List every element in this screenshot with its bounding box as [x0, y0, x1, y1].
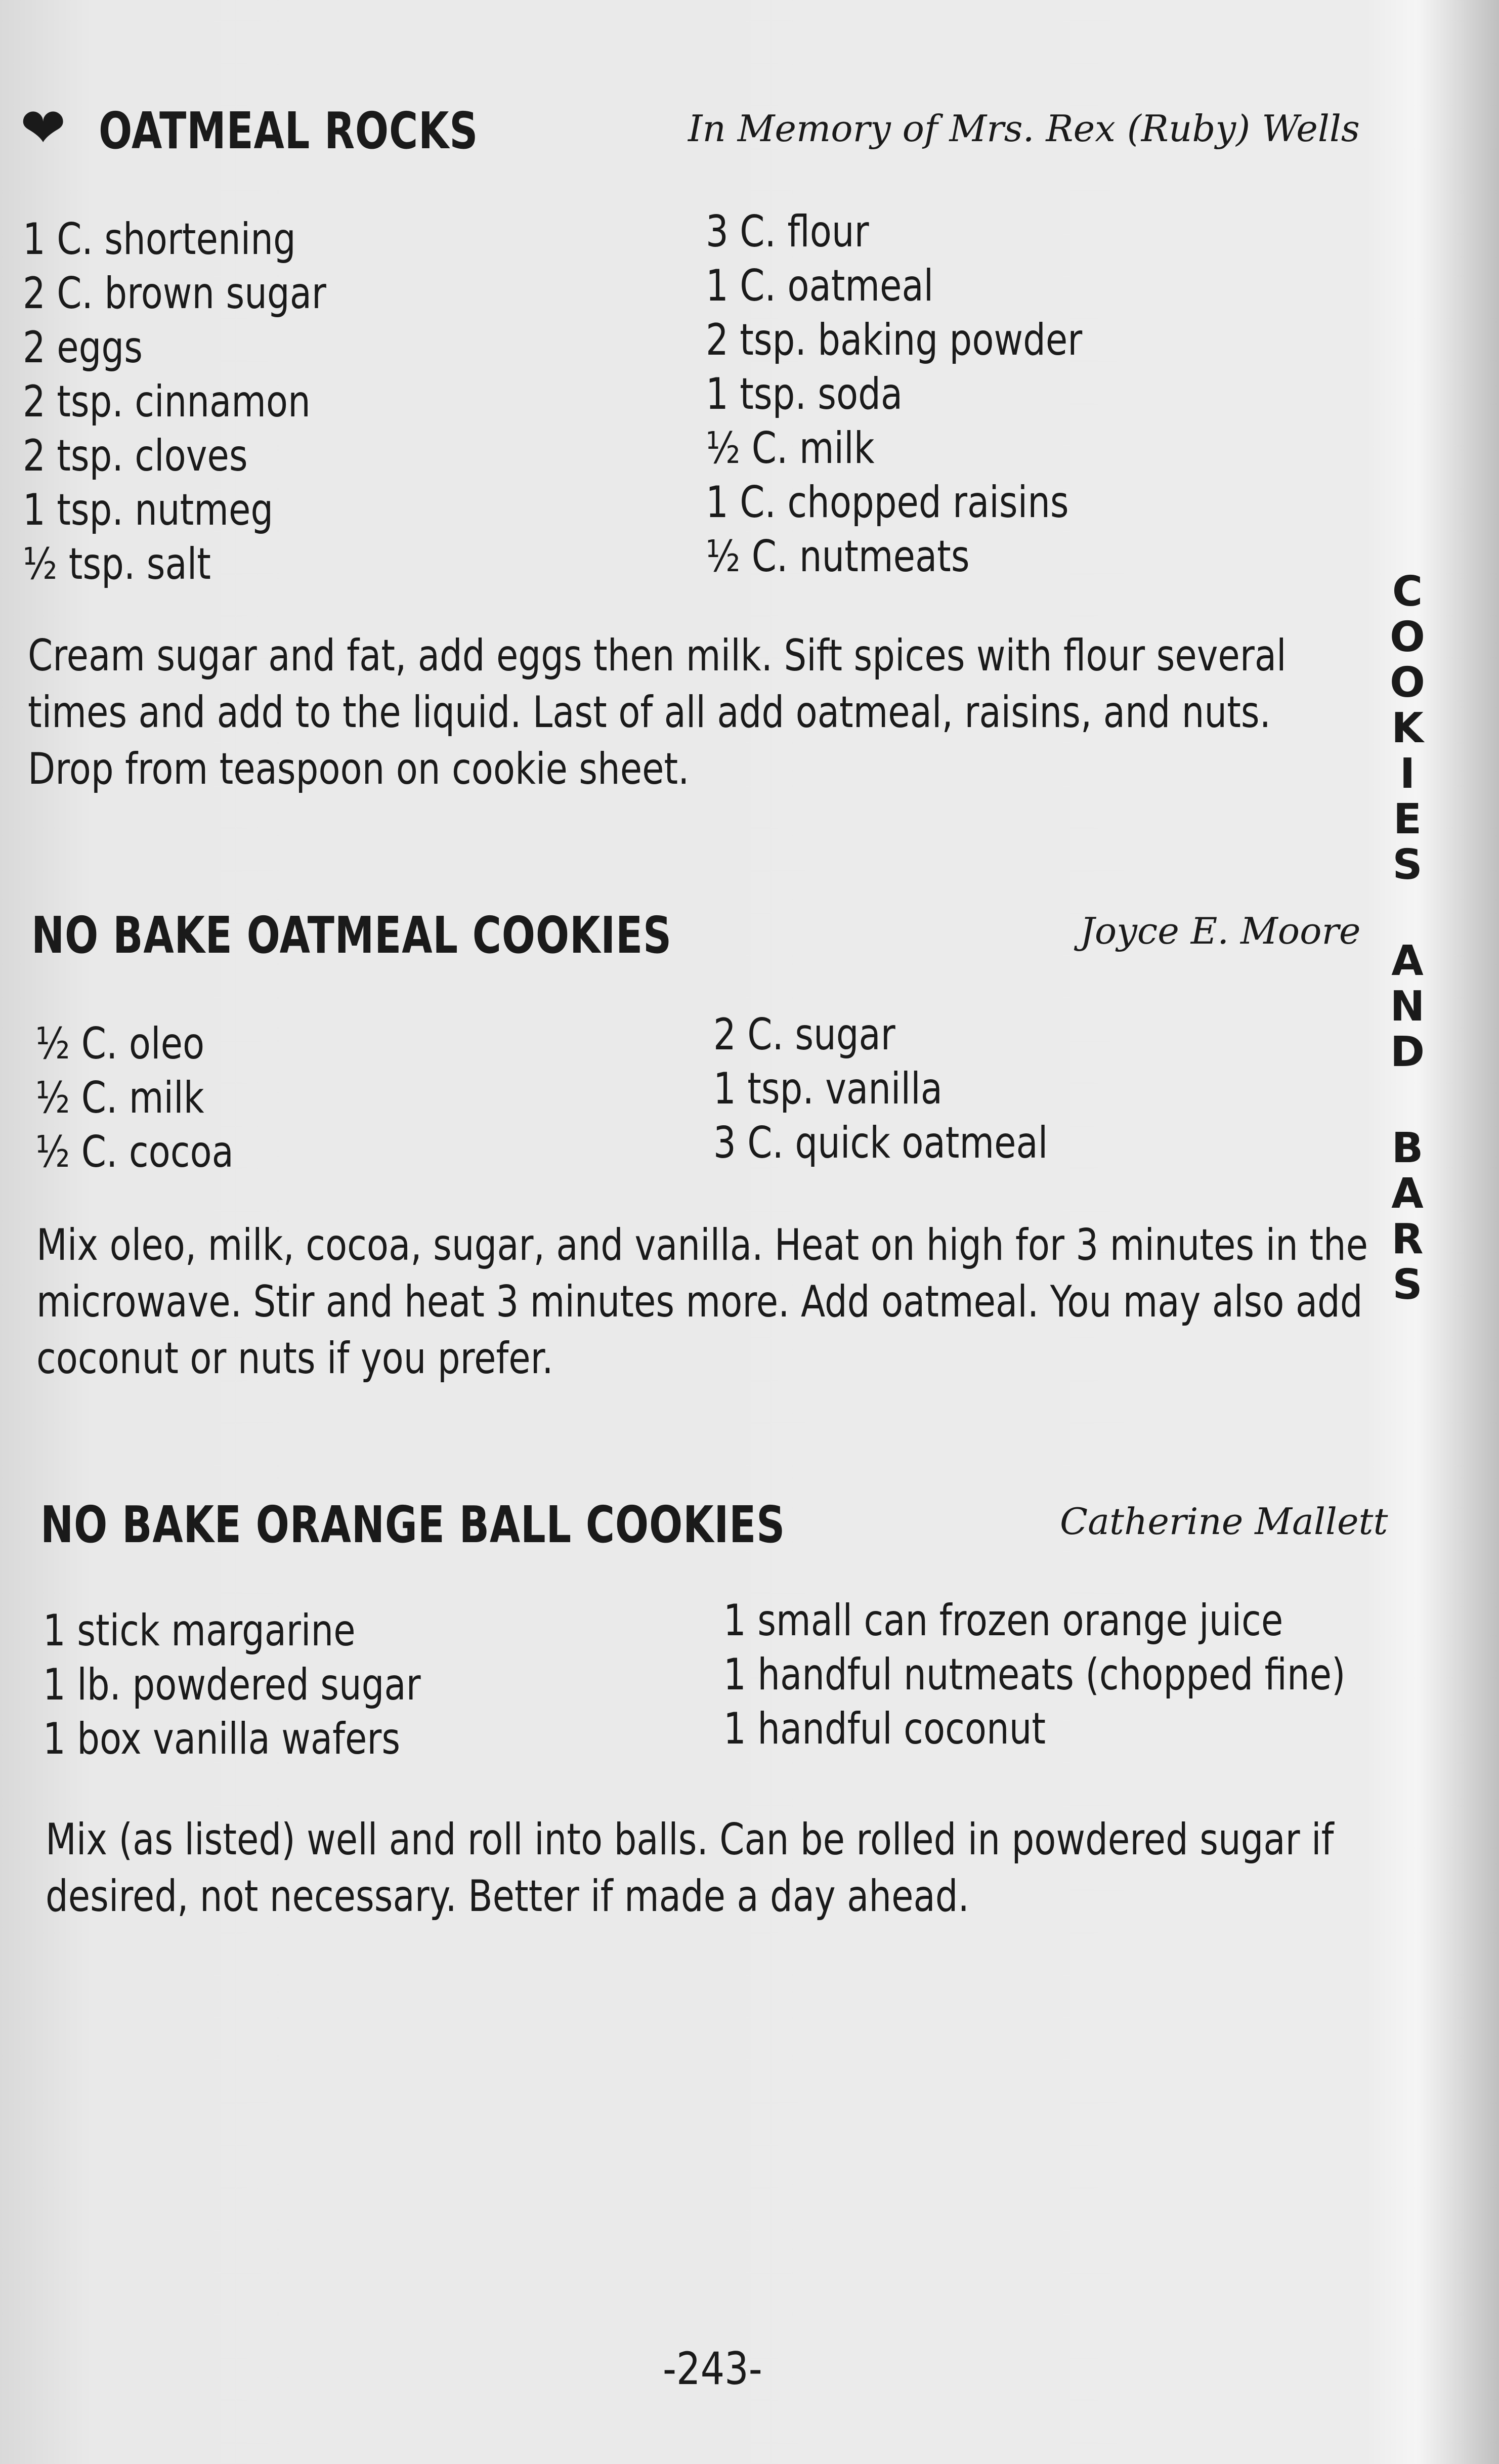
tab-letter: N	[1390, 983, 1425, 1031]
ingredients-left	[35, 1017, 277, 1179]
tab-letter: I	[1399, 750, 1416, 798]
ingredient: 1 lb. powdered sugar	[43, 1660, 421, 1710]
recipe-instructions: Cream sugar and fat, add eggs then milk. Sift spices with flour several times and add to the liquid. Last of all add oatmeal, raisins, and nuts. Drop from teaspoon on cookie sheet.	[28, 630, 1287, 794]
ingredient: 1 C. chopped raisins	[706, 477, 1069, 528]
ingredient: 1 stick margarine	[43, 1605, 356, 1656]
recipe-credit: Joyce E. Moore	[1080, 910, 1361, 952]
ingredient: ½ C. milk	[706, 423, 875, 474]
tab-letter: S	[1392, 841, 1423, 889]
tab-letter: R	[1391, 1215, 1424, 1263]
ingredient: 1 small can frozen orange juice	[723, 1595, 1283, 1646]
ingredient: ½ C. nutmeats	[706, 531, 970, 582]
ingredients-right	[706, 205, 1165, 584]
ingredient: 2 tsp. cloves	[23, 431, 248, 481]
section-tab-cookies-and-bars	[1387, 569, 1428, 1308]
ingredient: 3 C. quick oatmeal	[713, 1118, 1048, 1168]
tab-letter: O	[1390, 613, 1425, 661]
page-number: -243-	[663, 2343, 762, 2395]
tab-letter: S	[1392, 1261, 1423, 1309]
ingredients-right	[723, 1594, 1482, 1756]
tab-letter: K	[1391, 704, 1424, 752]
ingredient: 3 C. flour	[706, 206, 869, 257]
ingredients-right	[713, 1008, 1122, 1170]
ingredient: 1 tsp. nutmeg	[23, 485, 274, 535]
tab-letter: A	[1391, 937, 1424, 985]
recipe-title: OATMEAL ROCKS	[99, 101, 479, 160]
ingredient: 1 box vanilla wafers	[43, 1714, 401, 1764]
ingredient: 2 C. sugar	[713, 1009, 895, 1060]
tab-letter: D	[1390, 1028, 1425, 1076]
tab-letter: O	[1390, 659, 1425, 707]
ingredient: 1 tsp. soda	[706, 369, 903, 419]
recipe-credit: Catherine Mallett	[1060, 1500, 1388, 1543]
heart-icon: ❤	[20, 97, 66, 160]
ingredient: ½ C. cocoa	[35, 1127, 234, 1177]
ingredient: 1 handful coconut	[723, 1704, 1046, 1754]
tab-spacer	[1387, 1075, 1428, 1126]
ingredient: 2 tsp. baking powder	[706, 315, 1083, 365]
recipe-credit: In Memory of Mrs. Rex (Ruby) Wells	[688, 107, 1360, 150]
recipe-title: NO BAKE ORANGE BALL COOKIES	[40, 1495, 786, 1554]
ingredient: 2 tsp. cinnamon	[23, 376, 311, 427]
ingredient: 1 handful nutmeats (chopped fine)	[723, 1649, 1346, 1700]
tab-letter: A	[1391, 1170, 1424, 1218]
ingredient: ½ C. milk	[35, 1073, 204, 1123]
tab-spacer	[1387, 888, 1428, 939]
tab-letter: E	[1393, 795, 1422, 843]
ingredients-left	[43, 1604, 504, 1766]
ingredient: 2 C. brown sugar	[23, 268, 326, 319]
recipe-instructions: Mix oleo, milk, cocoa, sugar, and vanilla. Heat on high for 3 minutes in the microwave. Stir and heat 3 minutes more. Add oatmeal. You may also add coconut or nuts if you prefer.	[36, 1220, 1368, 1384]
ingredient: 2 eggs	[23, 322, 143, 373]
recipe-instructions: Mix (as listed) well and roll into balls. Can be rolled in powdered sugar if desired, not necessary. Better if made a day ahead.	[46, 1814, 1334, 1922]
ingredient: 1 C. shortening	[23, 214, 296, 265]
tab-letter: B	[1391, 1124, 1424, 1172]
ingredient: 1 tsp. vanilla	[713, 1064, 943, 1114]
ingredient: ½ tsp. salt	[23, 539, 211, 589]
tab-letter: C	[1392, 568, 1423, 616]
recipe-title: NO BAKE OATMEAL COOKIES	[31, 906, 672, 965]
ingredients-left	[23, 213, 393, 591]
ingredient: 1 C. oatmeal	[706, 261, 934, 311]
ingredient: ½ C. oleo	[35, 1018, 205, 1069]
